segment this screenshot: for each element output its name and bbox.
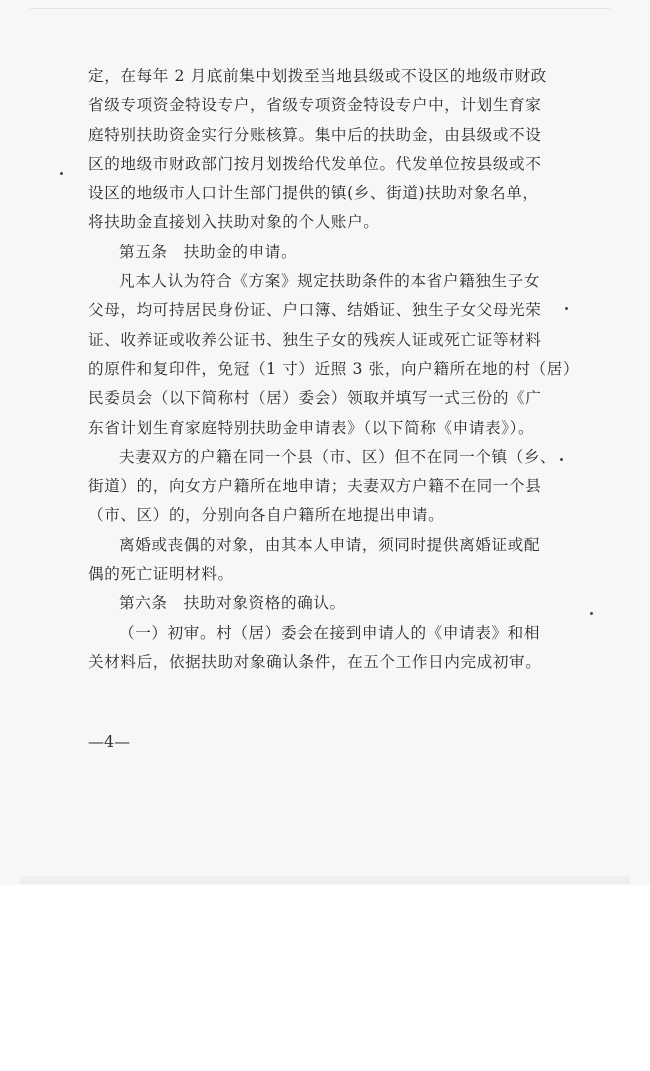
document-body [88, 62, 580, 677]
paragraph-line: 庭特别扶助资金实行分账核算。集中后的扶助金，由县级或不设 [88, 125, 542, 144]
paragraph-line: 父母，均可持居民身份证、户口簿、结婚证、独生子女父母光荣 [88, 301, 542, 320]
paragraph-line: （一）初审。村（居）委会在接到申请人的《申请表》和相 [119, 623, 541, 642]
paragraph-line: 证、收养证或收养公证书、独生子女的残疾人证或死亡证等材料 [88, 330, 542, 349]
paragraph-line: 定，在每年 2 月底前集中划拨至当地县级或不设区的地级市财政 [88, 67, 547, 85]
article-5-heading: 第五条 扶助金的申请。 [119, 242, 298, 261]
paragraph-line: 离婚或丧偶的对象，由其本人申请，须同时提供离婚证或配 [119, 535, 541, 554]
scan-speck [560, 458, 563, 461]
page-bottom-edge [20, 876, 630, 884]
paragraph-line: 区的地级市财政部门按月划拨给代发单位。代发单位按县级或不 [88, 154, 542, 173]
paragraph-line: 夫妻双方的户籍在同一个县（市、区）但不在同一个镇（乡、 [119, 447, 557, 466]
paragraph-line: 偶的死亡证明材料。 [88, 565, 234, 584]
paragraph-line: 凡本人认为符合《方案》规定扶助条件的本省户籍独生子女 [119, 272, 541, 291]
paragraph-line: 街道）的，向女方户籍所在地申请；夫妻双方户籍不在同一个县 [88, 477, 542, 496]
paragraph-line: 东省计划生育家庭特别扶助金申请表》（以下简称《申请表》）。 [88, 418, 535, 437]
page-top-edge [30, 8, 610, 9]
paragraph-line: 将扶助金直接划入扶助对象的个人账户。 [88, 213, 380, 232]
scan-speck [590, 612, 593, 615]
paragraph-line: （市、区）的，分别向各自户籍所在地提出申请。 [88, 506, 445, 525]
article-6-heading: 第六条 扶助对象资格的确认。 [119, 594, 346, 613]
scan-speck [60, 172, 63, 175]
page-number: —4— [88, 732, 131, 751]
scan-speck [565, 307, 568, 310]
paragraph-line: 的原件和复印件，免冠（1 寸）近照 3 张，向户籍所在地的村（居） [88, 359, 580, 378]
paragraph-line: 设区的地级市人口计生部门提供的镇(乡、街道)扶助对象名单， [88, 184, 539, 203]
paragraph-line: 省级专项资金特设专户，省级专项资金特设专户中，计划生育家 [88, 96, 542, 115]
paragraph-line: 民委员会（以下简称村（居）委会）领取并填写一式三份的《广 [88, 389, 542, 408]
paragraph-line: 关材料后，依据扶助对象确认条件，在五个工作日内完成初审。 [88, 652, 542, 671]
